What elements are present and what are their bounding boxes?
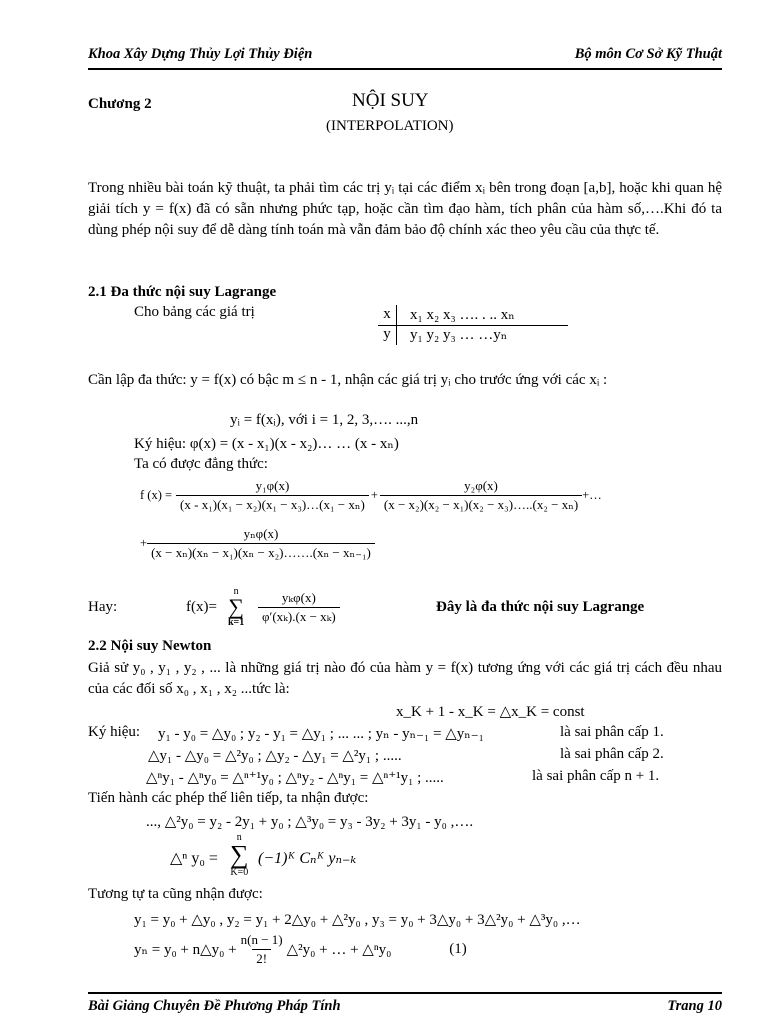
table-y-row: y₁ y₂ y₃ … …yₙ — [410, 326, 508, 343]
e4-numerator: n(n − 1) — [240, 932, 283, 947]
diff-order-n1-note: là sai phân cấp n + 1. — [532, 768, 660, 784]
sum-numerator: yₖφ(x) — [281, 590, 316, 605]
e4-part-b: △²y₀ + … + △ⁿy₀ — [286, 942, 392, 958]
lagrange-identity-label: Ta có được đẳng thức: — [134, 456, 268, 472]
lagrange-p1: Cần lập đa thức: y = f(x) có bậc m ≤ n - 1, nhận các giá trị yᵢ cho trước ứng với các xᵢ : — [88, 372, 608, 388]
e2-sum-upper: n — [236, 832, 242, 843]
section-2-1-heading: 2.1 Đa thức nội suy Lagrange — [88, 284, 277, 300]
footer-page: Trang 10 — [667, 998, 722, 1014]
e4-fraction — [237, 932, 287, 967]
value-table — [378, 304, 515, 344]
newton-e1: ..., △²y₀ = y₂ - 2y₁ + y₀ ; △³y₀ = y₃ - 3y₂ + 3y₁ - y₀ ,…. — [146, 814, 474, 830]
sum-upper: n — [233, 586, 239, 597]
lagrange-sum — [228, 586, 244, 628]
diff-order-n1: △ⁿy₁ - △ⁿy₀ = △ⁿ⁺¹y₀ ; △ⁿy₂ - △ⁿy₁ = △ⁿ⁺¹y₁ ; ..... — [146, 770, 444, 786]
sum-denominator: φ′(xₖ).(x − xₖ) — [258, 607, 340, 625]
diff-order1-note: là sai phân cấp 1. — [560, 724, 664, 740]
table-y-label: y — [383, 325, 391, 342]
formula-tail: +… — [582, 488, 602, 502]
header-rule — [88, 68, 722, 70]
newton-sum — [230, 832, 249, 878]
similar-label: Tương tự ta cũng nhận được: — [88, 886, 263, 902]
e4-denominator: 2! — [252, 949, 271, 967]
substitution-label: Tiến hành các phép thế liên tiếp, ta nhận được: — [88, 790, 369, 806]
plus-sign-2: + — [140, 536, 148, 550]
table-x-row: x₁ x₂ x₃ …. . .. xₙ — [410, 306, 515, 323]
newton-e3: y₁ = y₀ + △y₀ , y₂ = y₁ + 2△y₀ + △²y₀ , y₃ = y₀ + 3△y₀ + 3△²y₀ + △³y₀ ,… — [134, 912, 581, 928]
intro-paragraph: Trong nhiều bài toán kỹ thuật, ta phải tìm các trị yᵢ tại các điểm xᵢ bên trong đoạn [a,b], hoặc khi quan hệ giải tích y = f(x) đã có sẵn nhưng phức tạp, hoặc cần tìm đạo hàm, tích phân của hàm số,….Khi đó ta dùng phép nội suy để dễ dàng tính toán mà vẫn đảm bảo độ chính xác theo yêu cầu của thực tế. — [88, 180, 722, 238]
chapter-subtitle: (INTERPOLATION) — [326, 118, 454, 134]
f-lhs: f (x) = — [140, 488, 173, 502]
lagrange-note: Đây là đa thức nội suy Lagrange — [436, 599, 645, 615]
header-right: Bộ môn Cơ Sở Kỹ Thuật — [574, 46, 722, 62]
newton-e2-rhs: (−1)ᴷ Cₙᴷ yₙ₋ₖ — [258, 850, 357, 867]
lagrange-term-n — [147, 526, 375, 561]
chapter-label: Chương 2 — [88, 96, 152, 112]
header-left: Khoa Xây Dựng Thủy Lợi Thủy Điện — [88, 46, 313, 62]
newton-p1: Giả sử y₀ , y₁ , y₂ , ... là những giá trị nào đó của hàm y = f(x) tương ứng với các giá trị cách đều nhau của các đối số x₀ , x₁ , x₂ ...tức là: — [88, 660, 722, 697]
table-x-label: x — [383, 305, 391, 322]
lagrange-eq1: yᵢ = f(xᵢ), với i = 1, 2, 3,…. ...,n — [230, 412, 419, 428]
e2-sum-symbol: ∑ — [230, 840, 249, 869]
lagrange-notation: Ký hiệu: φ(x) = (x - x₁)(x - x₂)… … (x - xₙ) — [134, 436, 399, 452]
newton-e4 — [134, 932, 467, 967]
e4-tag: (1) — [449, 941, 467, 957]
table-vrule — [396, 305, 397, 345]
e2-sum-lower: K=0 — [230, 867, 249, 878]
chapter-title: NỘI SUY — [352, 90, 429, 111]
footer-left: Bài Giảng Chuyên Đề Phương Pháp Tính — [88, 998, 341, 1014]
termn-numerator: yₙφ(x) — [243, 526, 279, 541]
lagrange-term2 — [380, 478, 582, 513]
diff-order2: △y₁ - △y₀ = △²y₀ ; △y₂ - △y₁ = △²y₁ ; ..... — [148, 748, 402, 764]
e4-part-a: yₙ = y₀ + n△y₀ + — [134, 942, 237, 958]
sum-lower: k=1 — [228, 617, 245, 628]
term2-numerator: y₂φ(x) — [464, 478, 498, 493]
table-hrule — [378, 325, 568, 326]
hay-label: Hay: — [88, 599, 118, 615]
term1-numerator: y₁φ(x) — [255, 478, 290, 493]
plus-sign: + — [370, 488, 378, 502]
lagrange-formula-line1 — [140, 478, 602, 513]
term2-denominator: (x − x₂)(x₂ − x₁)(x₂ − x₃)…..(x₂ − xₙ) — [380, 495, 582, 513]
term1-denominator: (x - x₁)(x₁ − x₂)(x₁ − x₃)…(x₁ − xₙ) — [176, 495, 369, 513]
sum-symbol: ∑ — [228, 594, 244, 619]
sum-fraction — [258, 590, 340, 625]
newton-eq: x_K + 1 - x_K = △x_K = const — [396, 704, 585, 720]
given-table-label: Cho bảng các giá trị — [134, 304, 255, 320]
sum-fx: f(x)= — [186, 599, 217, 615]
lagrange-term1 — [176, 478, 369, 513]
newton-notation-label: Ký hiệu: — [88, 724, 141, 740]
section-2-2-heading: 2.2 Nội suy Newton — [88, 638, 212, 654]
termn-denominator: (x − xₙ)(xₙ − x₁)(xₙ − x₂)…….(xₙ − xₙ₋₁) — [147, 543, 375, 561]
lagrange-formula-line2 — [140, 526, 375, 561]
newton-e2-lhs: △ⁿ y₀ = — [170, 850, 218, 867]
diff-order1: y₁ - y₀ = △y₀ ; y₂ - y₁ = △y₁ ; ... ... ; yₙ - yₙ₋₁ = △yₙ₋₁ — [158, 726, 484, 742]
footer-rule — [88, 992, 722, 994]
diff-order2-note: là sai phân cấp 2. — [560, 746, 664, 762]
